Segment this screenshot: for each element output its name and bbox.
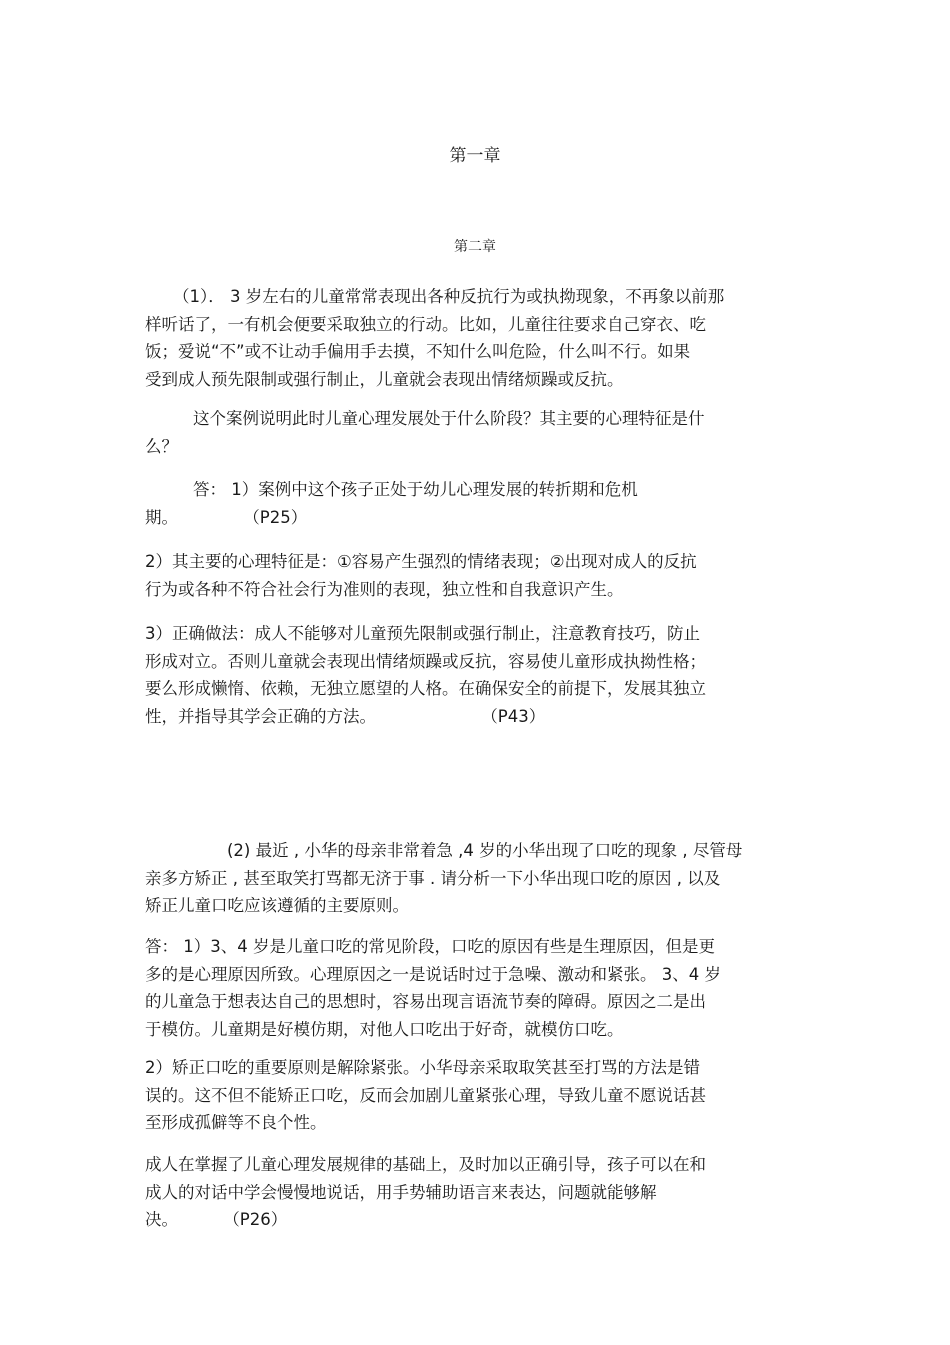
case1-answer3-line: 3）正确做法：成人不能够对儿童预先限制或强行制止，注意教育技巧，防止 xyxy=(145,624,700,643)
case1-answer3-line: 形成对立。否则儿童就会表现出情绪烦躁或反抗，容易使儿童形成执拗性格； xyxy=(145,651,706,671)
case1-question-line: 受到成人预先限制或强行制止，儿童就会表现出情绪烦躁或反抗。 xyxy=(145,369,624,389)
case1-answer2-line: 行为或各种不符合社会行为准则的表现，独立性和自我意识产生。 xyxy=(145,579,624,599)
case2-answer3-text: 决。 xyxy=(145,1210,178,1229)
case2-answer3-line xyxy=(145,1206,805,1234)
page-reference: （P43） xyxy=(481,706,546,726)
case1-answer2 xyxy=(145,548,805,603)
case1-answer3 xyxy=(145,620,805,730)
case1-question-line: （1）． 3 岁左右的儿童常常表现出各种反抗行为或执拗现象，不再象以前那 xyxy=(173,287,725,306)
chapter-two-heading: 第二章 xyxy=(454,239,496,255)
case1-prompt-line: 这个案例说明此时儿童心理发展处于什么阶段？其主要的心理特征是什 xyxy=(193,409,705,428)
case2-answer2-line: 误的。这不但不能矫正口吃，反而会加剧儿童紧张心理，导致儿童不愿说话甚 xyxy=(145,1085,706,1105)
case1-answer1-line xyxy=(145,504,805,532)
case1-answer3-line xyxy=(145,703,805,731)
case2-question-line: 亲多方矫正 , 甚至取笑打骂都无济于事 . 请分析一下小华出现口吃的原因 , 以及 xyxy=(145,868,721,888)
case1-prompt xyxy=(145,405,805,460)
case2-answer1-line: 于模仿。儿童期是好模仿期，对他人口吃出于好奇，就模仿口吃。 xyxy=(145,1019,624,1039)
case2-answer1-line: 多的是心理原因所致。心理原因之一是说话时过于急噪、激动和紧张。 3、4 岁 xyxy=(145,964,721,984)
case1-question-line: 饭；爱说“不”或不让动手偏用手去摸，不知什么叫危险，什么叫不行。如果 xyxy=(145,342,691,361)
case1-answer3-text: 性，并指导其学会正确的方法。 xyxy=(145,706,376,726)
case2-answer2-line: 2）矫正口吃的重要原则是解除紧张。小华母亲采取取笑甚至打骂的方法是错 xyxy=(145,1058,700,1077)
case1-answer1-line: 答： 1）案例中这个孩子正处于幼儿心理发展的转折期和危机 xyxy=(193,480,638,499)
case2-question-line: (2) 最近 , 小华的母亲非常着急 ,4 岁的小华出现了口吃的现象 , 尽管母 xyxy=(227,841,743,860)
case1-answer3-line: 要么形成懒惰、依赖，无独立愿望的人格。在确保安全的前提下，发展其独立 xyxy=(145,679,706,698)
case2-answer3 xyxy=(145,1151,805,1234)
case1-question xyxy=(145,283,805,393)
case1-prompt-line: 么？ xyxy=(145,436,178,456)
case2-answer3-line: 成人的对话中学会慢慢地说话，用手势辅助语言来表达，问题就能够解 xyxy=(145,1182,657,1202)
case2-answer1-line: 的儿童急于想表达自己的思想时，容易出现言语流节奏的障碍。原因之二是出 xyxy=(145,992,706,1011)
chapter-one-heading: 第一章 xyxy=(449,146,501,166)
page-reference: （P26） xyxy=(223,1210,288,1229)
case2-question-line: 矫正儿童口吃应该遵循的主要原则。 xyxy=(145,896,409,915)
case2-answer3-line: 成人在掌握了儿童心理发展规律的基础上，及时加以正确引导，孩子可以在和 xyxy=(145,1155,706,1174)
case1-answer2-line: 2）其主要的心理特征是：①容易产生强烈的情绪表现；②出现对成人的反抗 xyxy=(145,552,697,571)
case1-question-line: 样听话了，一有机会便要采取独立的行动。比如，儿童往往要求自己穿衣、吃 xyxy=(145,314,706,334)
page-reference: （P25） xyxy=(243,507,308,527)
case2-answer1-line: 答： 1）3、4 岁是儿童口吃的常见阶段，口吃的原因有些是生理原因，但是更 xyxy=(145,937,715,956)
case2-answer2-line: 至形成孤僻等不良个性。 xyxy=(145,1113,327,1132)
case1-answer1-text: 期。 xyxy=(145,507,178,527)
case2-answer1 xyxy=(145,933,805,1043)
case2-question xyxy=(145,837,805,920)
case1-answer1 xyxy=(145,476,805,531)
case2-answer2 xyxy=(145,1054,805,1137)
